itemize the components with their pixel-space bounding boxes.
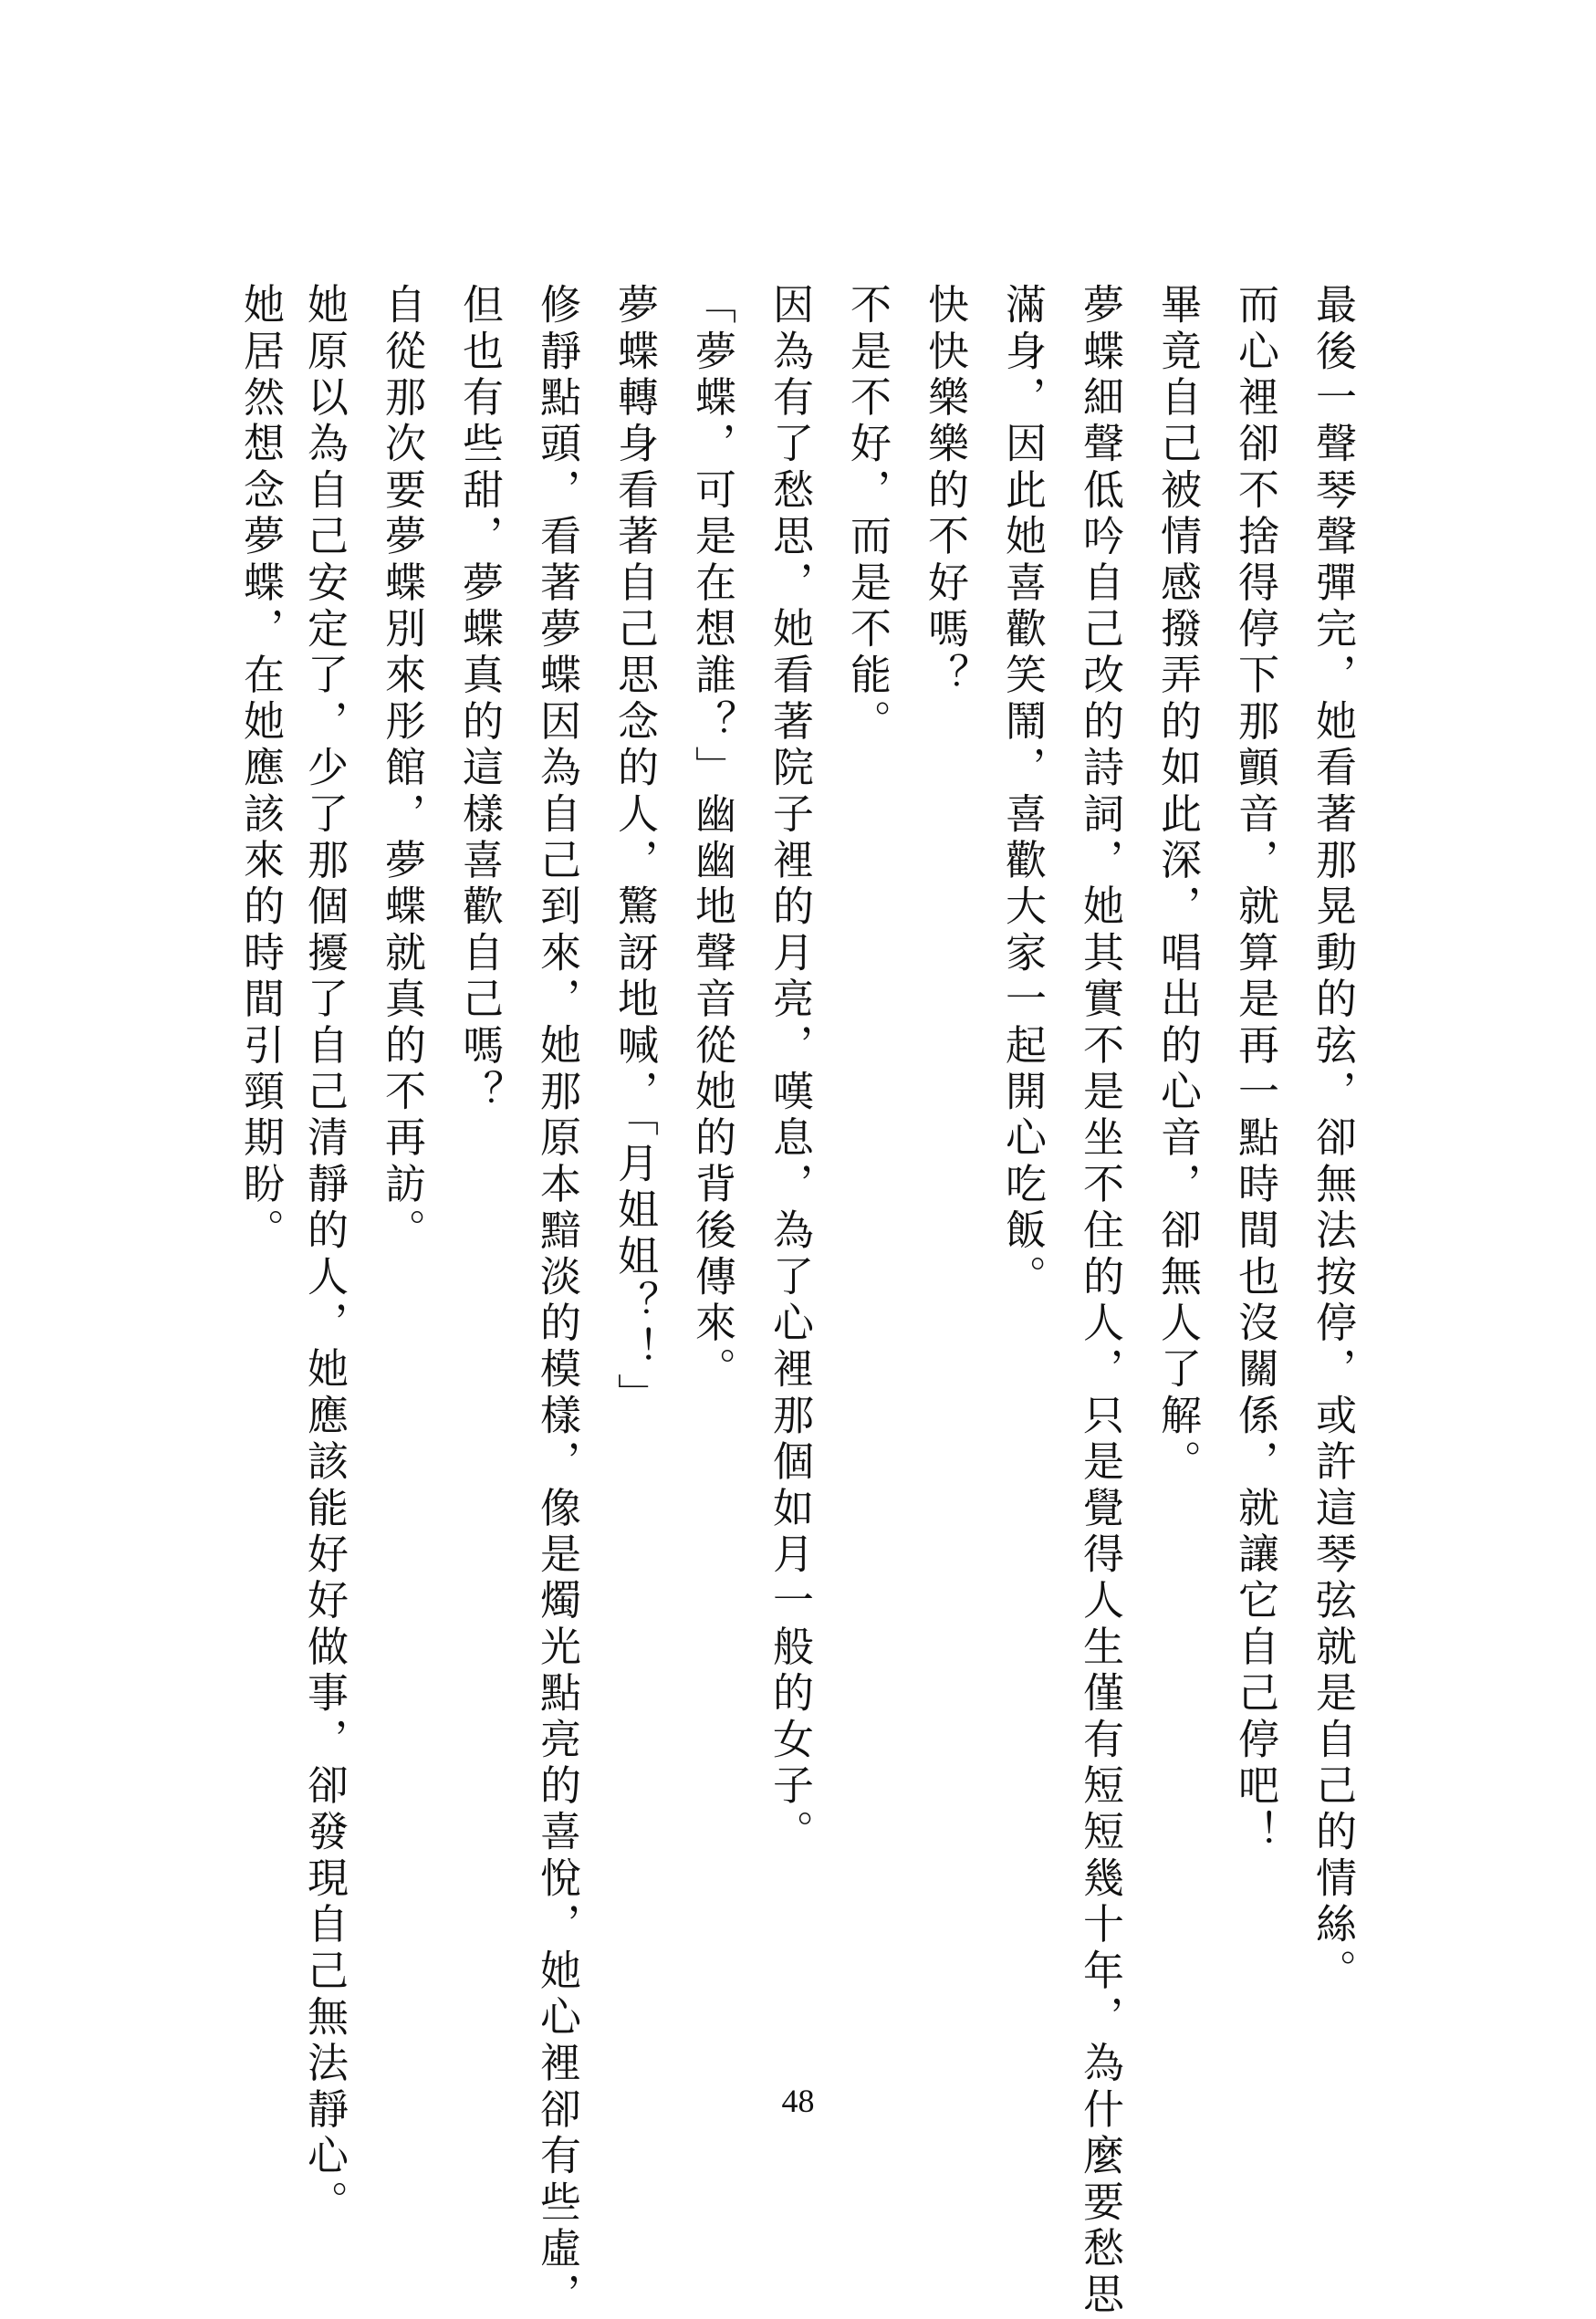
text-column-11: 修靜點頭，看著夢蝶因為自己到來，她那原本黯淡的模樣，像是燭光點亮的喜悅，她心裡卻有些虛， <box>533 283 581 2319</box>
text-column-5: 滿身，因此她喜歡笑鬧，喜歡大家一起開心吃飯。 <box>998 283 1047 1301</box>
text-column-7: 不是不好，而是不能。 <box>843 283 892 746</box>
text-column-10: 夢蝶轉身看著自己思念的人，驚訝地喊，「月姐姐？！」 <box>610 283 659 1419</box>
text-column-3: 畢竟自己被情感撥弄的如此深，唱出的心音，卻無人了解。 <box>1153 283 1202 1487</box>
text-column-12: 但也有些甜，夢蝶真的這樣喜歡自己嗎？ <box>455 283 504 1116</box>
text-column-8: 因為有了愁思，她看著院子裡的月亮，嘆息，為了心裡那個如月一般的女子。 <box>766 283 814 1856</box>
text-column-9: 「夢蝶，可是在想誰？」幽幽地聲音從她的背後傳來。 <box>688 283 736 1394</box>
text-column-2: 而心裡卻不捨得停下那顫音，就算是再一點時間也沒關係，就讓它自己停吧！ <box>1231 283 1279 1856</box>
text-column-1: 最後一聲琴聲彈完，她看著那晃動的弦，卻無法按停，或許這琴弦就是自己的情絲。 <box>1309 283 1357 1995</box>
text-column-14: 她原以為自己安定了，少了那個擾了自己清靜的人，她應該能好好做事，卻發現自己無法靜心。 <box>300 283 349 2227</box>
page-number: 48 <box>781 2083 815 2119</box>
text-column-6: 快快樂樂的不好嗎？ <box>921 283 969 700</box>
text-column-4: 夢蝶細聲低吟自己改的詩詞，她其實不是坐不住的人，只是覺得人生僅有短短幾十年，為什麼要愁思 <box>1076 283 1124 2319</box>
text-column-15: 她居然想念夢蝶，在她應該來的時間引頸期盼。 <box>236 283 285 1255</box>
text-column-13: 自從那次要夢蝶別來彤館，夢蝶就真的不再訪。 <box>378 283 426 1255</box>
